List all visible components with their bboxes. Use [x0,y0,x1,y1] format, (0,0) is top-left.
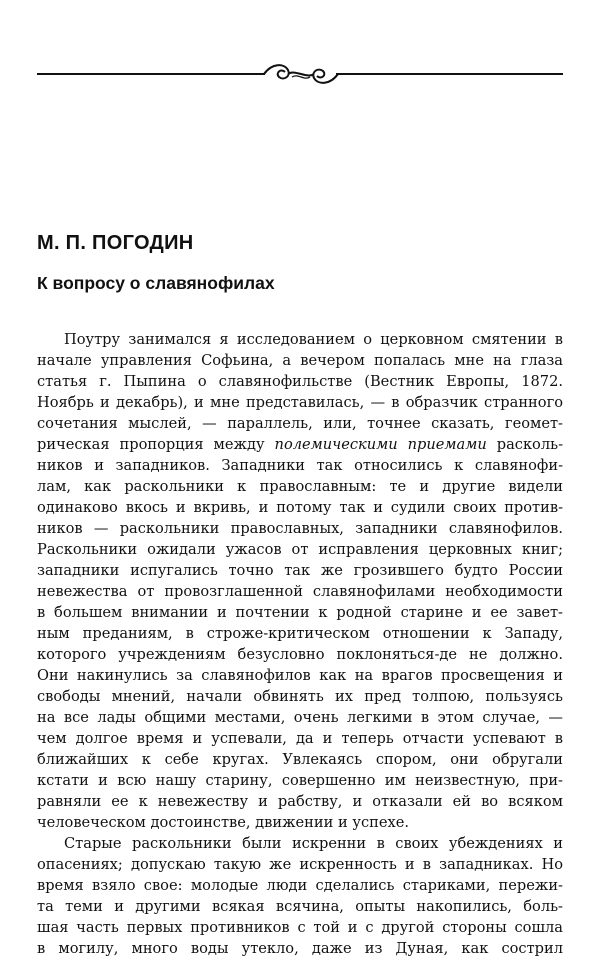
text-line [37,434,563,455]
text-segment: Они накинулись за славянофилов как на врагов просвещения и [37,667,563,684]
author-name: М. П. ПОГОДИН [37,232,194,254]
text-segment: чем долгое время и успевали, да и теперь отчасти успевают в [37,730,563,747]
header-rule-right [336,73,563,75]
text-segment: равняли ее к невежеству и рабству, и отказали ей во всяком [37,793,563,810]
text-segment: та теми и другими всякая всячина, опыты накопились, боль- [37,898,563,915]
text-line [37,476,563,497]
text-line [37,644,563,665]
text-segment: статья г. Пыпина о славянофильстве (Вестник Европы, 1872. [37,373,563,390]
text-line [37,518,563,539]
text-line [37,707,563,728]
text-segment: опасениях; допускаю такую же искренность и в западниках. Но [37,856,563,873]
text-line [37,539,563,560]
text-line [37,938,563,959]
article-body [37,329,563,959]
text-segment: ников — раскольники православных, западники славянофилов. [37,520,563,537]
paragraph [37,833,563,959]
text-line [37,833,563,854]
text-line [37,749,563,770]
text-line [37,917,563,938]
text-segment: западники испугались точно так же грозившего будто России [37,562,563,579]
text-segment: ближайших к себе кругах. Увлекаясь спором, они обругали [37,751,563,768]
text-segment: невежества от провозглашенной славянофилами необходимости [37,583,563,600]
text-segment: Поутру занимался я исследованием о церковном смятении в [64,331,563,348]
text-line [37,770,563,791]
text-segment: Раскольники ожидали ужасов от исправления церковных книг; [37,541,563,558]
text-segment: человеческом достоинстве, движении и успехе. [37,814,409,831]
text-segment: ников и западников. Западники так относились к славянофи- [37,457,563,474]
article-title: К вопросу о славянофилах [37,273,275,293]
text-line [37,371,563,392]
paragraph [37,329,563,833]
text-line [37,455,563,476]
text-line [37,329,563,350]
text-line [37,392,563,413]
flourish-ornament-icon [262,60,340,88]
text-segment: в могилу, много воды утекло, даже из Дуная, как сострил [37,940,563,957]
text-line [37,581,563,602]
text-segment: кстати и всю нашу старину, совершенно им неизвестную, при- [37,772,563,789]
emphasis-text: полемическими приемами [274,436,487,453]
text-segment: лам, как раскольники к православным: те и другие видели [37,478,563,495]
text-segment: ным преданиям, в строже-критическом отношении к Западу, [37,625,563,642]
text-line [37,686,563,707]
text-segment: начале управления Софьина, а вечером попалась мне на глаза [37,352,563,369]
text-line [37,350,563,371]
text-segment: время взяло свое: молодые люди сделались стариками, пережи- [37,877,563,894]
text-segment: шая часть первых противников с той и с другой стороны сошла [37,919,563,936]
text-line [37,728,563,749]
text-segment: расколь- [486,436,563,453]
text-segment: в большем внимании и почтении к родной старине и ее завет- [37,604,563,621]
text-segment: которого учреждениям безусловно поклоняться-де не должно. [37,646,563,663]
text-segment: на все лады общими местами, очень легкими в этом случае, — [37,709,563,726]
text-line [37,854,563,875]
text-segment: Старые раскольники были искренни в своих убеждениях и [64,835,563,852]
text-line [37,896,563,917]
text-line [37,812,563,833]
text-line [37,497,563,518]
text-line [37,875,563,896]
text-line [37,560,563,581]
text-line [37,791,563,812]
text-line [37,602,563,623]
text-line [37,665,563,686]
text-segment: рическая пропорция между [37,436,275,453]
text-segment: Ноябрь и декабрь), и мне представилась, — в образчик странного [37,394,563,411]
text-segment: свободы мнений, начали обвинять их пред толпою, пользуясь [37,688,563,705]
text-segment: одинаково вкось и вкривь, и потому так и судили своих против- [37,499,563,516]
header-rule-left [37,73,265,75]
text-segment: сочетания мыслей, — параллель, или, точнее сказать, геомет- [37,415,563,432]
text-line [37,623,563,644]
text-line [37,413,563,434]
